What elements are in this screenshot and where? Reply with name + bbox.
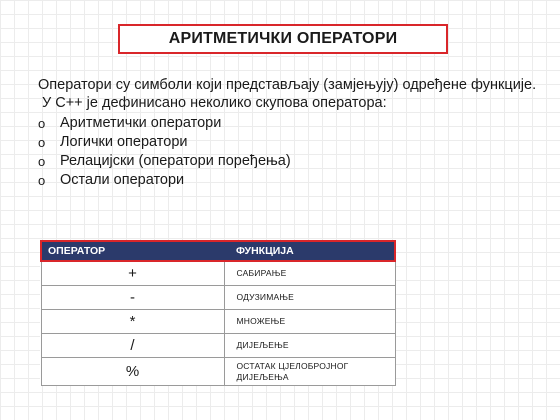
operator-cell: / <box>41 334 224 358</box>
bullet-icon: o <box>38 173 46 188</box>
operator-category-list <box>38 114 291 190</box>
operator-cell: * <box>41 310 224 334</box>
function-cell: САБИРАЊЕ <box>224 261 395 286</box>
intro-line-1: Оператори су симболи који представљају (замјењују) одређене функције. <box>38 77 537 93</box>
function-cell: ДИЈЕЉЕЊЕ <box>224 334 395 358</box>
table-row <box>41 358 395 386</box>
function-cell: ОСТАТАК ЦЈЕЛОБРОЈНОГ ДИЈЕЉЕЊА <box>224 358 395 386</box>
list-item <box>38 114 291 133</box>
operator-cell: % <box>41 358 224 386</box>
function-cell: МНОЖЕЊЕ <box>224 310 395 334</box>
function-cell: ОДУЗИМАЊЕ <box>224 286 395 310</box>
column-header-function: ФУНКЦИЈА <box>224 241 395 261</box>
table-row <box>41 261 395 286</box>
list-item <box>38 152 291 171</box>
list-item-label: Остали оператори <box>60 172 185 188</box>
operators-table <box>40 240 396 386</box>
list-item <box>38 171 291 190</box>
title-box <box>118 24 448 54</box>
table-header-row <box>41 241 395 261</box>
bullet-icon: o <box>38 154 46 169</box>
table-row <box>41 286 395 310</box>
operator-cell: - <box>41 286 224 310</box>
operator-cell: + <box>41 261 224 286</box>
table-row <box>41 334 395 358</box>
page-title: АРИТМЕТИЧКИ ОПЕРАТОРИ <box>168 30 398 47</box>
column-header-operator: ОПЕРАТОР <box>41 241 224 261</box>
bullet-icon: o <box>38 135 46 150</box>
intro-line-2: У С++ је дефинисано неколико скупова оператора: <box>42 95 387 111</box>
list-item-label: Релацијски (оператори поређења) <box>60 153 291 169</box>
intro-paragraph <box>38 76 538 112</box>
list-item-label: Логички оператори <box>60 134 188 150</box>
list-item-label: Аритметички оператори <box>60 115 222 131</box>
bullet-icon: o <box>38 116 46 131</box>
table-row <box>41 310 395 334</box>
list-item <box>38 133 291 152</box>
